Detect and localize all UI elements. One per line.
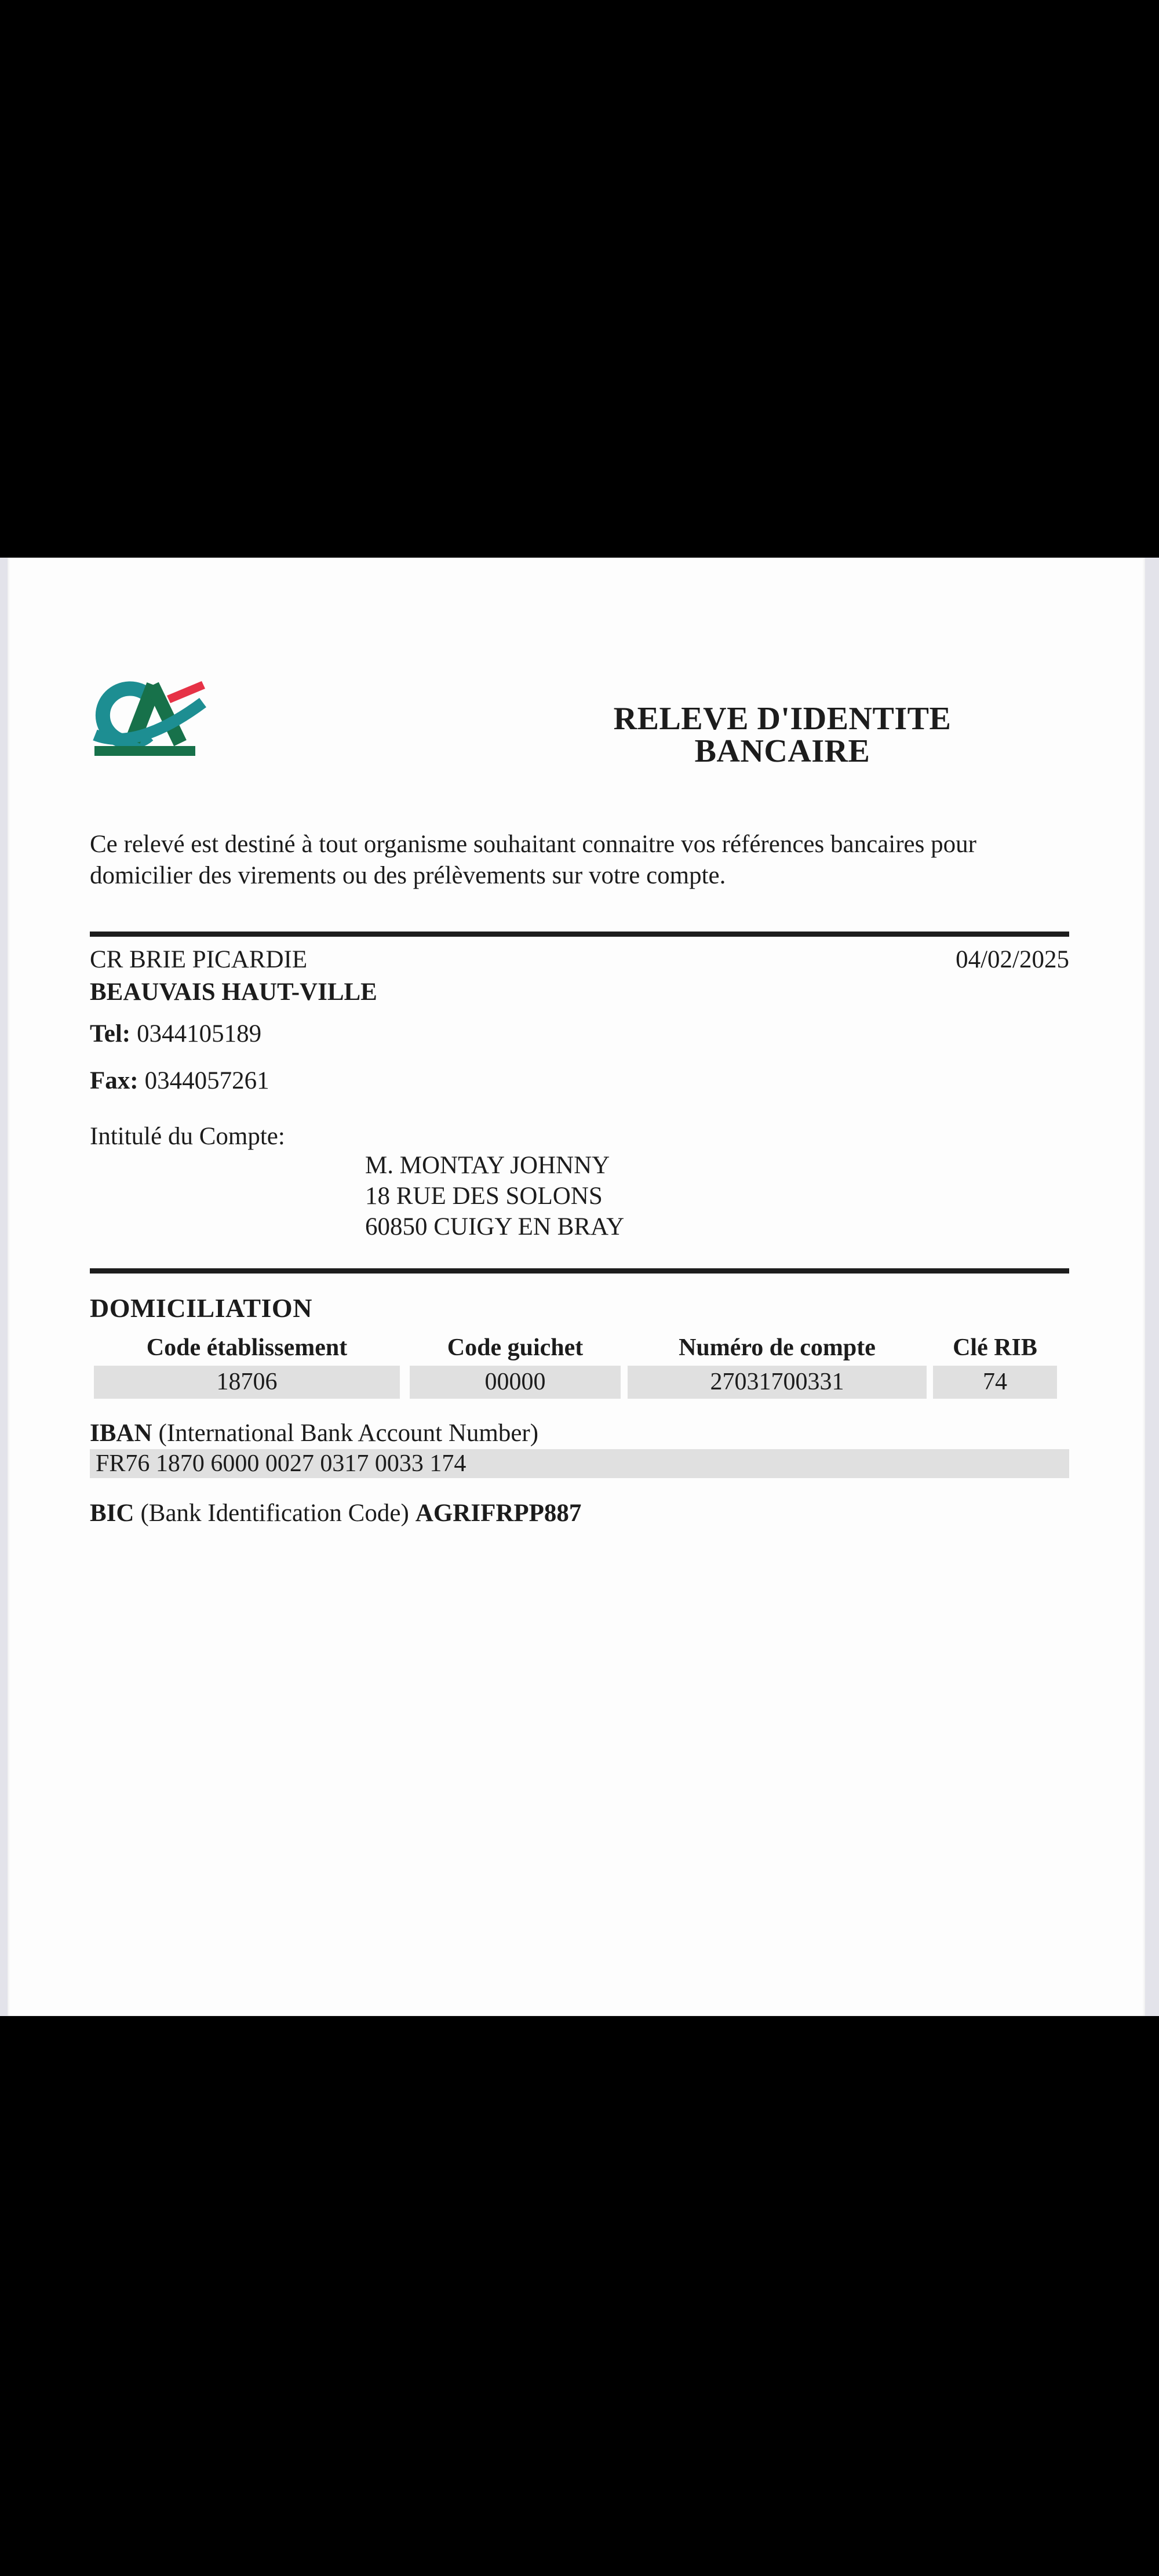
bic-value: AGRIFRPP887	[415, 1500, 582, 1527]
rib-table-value-row	[90, 1366, 1069, 1399]
branch-office: BEAUVAIS HAUT-VILLE	[90, 978, 377, 1006]
tel-value: 0344105189	[137, 1020, 262, 1047]
bottom-letterbox	[0, 2016, 1159, 2576]
branch-name: CR BRIE PICARDIE	[90, 946, 308, 973]
header-cle-rib: Clé RIB	[953, 1334, 1037, 1361]
domiciliation-heading: DOMICILIATION	[90, 1293, 312, 1323]
iban-label-suffix: (International Bank Account Number)	[158, 1420, 539, 1447]
rib-document	[0, 558, 1159, 2016]
top-letterbox	[0, 0, 1159, 558]
tel-row	[90, 1020, 261, 1048]
iban-value: FR76 1870 6000 0027 0317 0033 174	[90, 1449, 1069, 1478]
fax-row	[90, 1067, 269, 1095]
bic-label-suffix: (Bank Identification Code)	[140, 1500, 409, 1527]
header-code-etablissement: Code établissement	[146, 1334, 348, 1361]
rib-table-header-row	[90, 1334, 1069, 1362]
account-holder-address	[365, 1150, 624, 1242]
fax-label: Fax:	[90, 1067, 139, 1094]
fax-value: 0344057261	[144, 1067, 269, 1094]
address-line: 60850 CUIGY EN BRAY	[365, 1213, 625, 1240]
intro-line-2: domicilier des virements ou des prélèvements sur votre compte.	[90, 862, 726, 889]
document-date: 04/02/2025	[956, 946, 1069, 973]
tel-label: Tel:	[90, 1020, 131, 1047]
value-cle-rib: 74	[933, 1366, 1057, 1399]
branch-row	[90, 945, 1069, 974]
value-code-etablissement: 18706	[94, 1366, 400, 1399]
intro-line-1: Ce relevé est destiné à tout organisme souhaitant connaitre vos références bancaires pour	[90, 831, 976, 858]
account-holder-label: Intitulé du Compte:	[90, 1123, 285, 1150]
iban-label-row	[90, 1419, 538, 1447]
header-code-guichet: Code guichet	[447, 1334, 584, 1361]
divider-rule-top	[90, 932, 1069, 937]
credit-agricole-logo-icon	[93, 678, 207, 758]
document-viewer	[0, 558, 1159, 2016]
bic-row	[90, 1499, 581, 1527]
header-numero-compte: Numéro de compte	[679, 1334, 876, 1361]
credit-agricole-logo	[93, 678, 207, 758]
divider-rule-domiciliation	[90, 1268, 1069, 1274]
bic-label: BIC	[90, 1500, 134, 1527]
value-code-guichet: 00000	[410, 1366, 621, 1399]
iban-label: IBAN	[90, 1420, 152, 1447]
page-title: RELEVE D'IDENTITE BANCAIRE	[613, 701, 952, 769]
address-line: M. MONTAY JOHNNY	[365, 1152, 610, 1179]
intro-paragraph	[90, 829, 1075, 892]
address-line: 18 RUE DES SOLONS	[365, 1183, 603, 1210]
value-numero-compte: 27031700331	[628, 1366, 927, 1399]
